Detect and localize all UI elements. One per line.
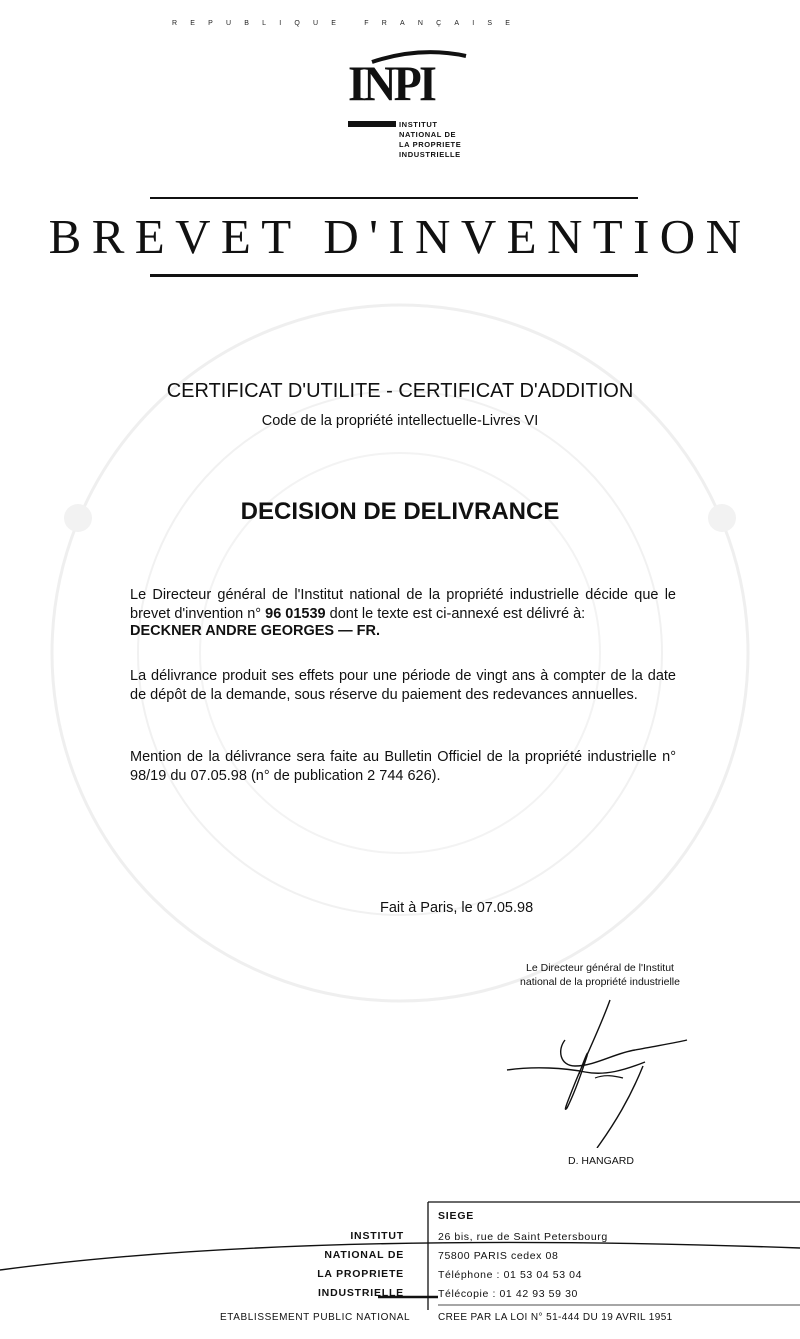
siege-label: SIEGE bbox=[438, 1210, 475, 1222]
title-rule-bottom bbox=[150, 274, 638, 277]
signer-name: D. HANGARD bbox=[568, 1155, 634, 1167]
page-title: BREVET D'INVENTION bbox=[48, 209, 752, 264]
director-title: Le Directeur général de l'Institut national de la propriété industrielle bbox=[520, 962, 680, 988]
inpi-logo bbox=[348, 48, 488, 168]
code-line: Code de la propriété intellectuelle-Livres VI bbox=[261, 413, 539, 429]
logo-subtitle: INSTITUT NATIONAL DE LA PROPRIETE INDUSTRIELLE bbox=[399, 120, 462, 159]
handwritten-signature bbox=[505, 998, 705, 1148]
logo-text: INPI bbox=[348, 55, 435, 111]
paragraph-mention: Mention de la délivrance sera faite au Bulletin Officiel de la propriété industrielle n° 98/19 du 07.05.98 (n° de publication 2 744 626). bbox=[130, 749, 676, 784]
creation-law-line: CREE PAR LA LOI N° 51-444 DU 19 AVRIL 1951 bbox=[438, 1312, 673, 1323]
paragraph-decision: Le Directeur général de l'Institut national de la propriété industrielle décide que le brevet d'invention n° 96 01539 dont le texte est ci-annexé est délivré à: bbox=[130, 587, 676, 622]
certificate-subtitle: CERTIFICAT D'UTILITE - CERTIFICAT D'ADDITION bbox=[166, 380, 634, 402]
patent-holder: DECKNER ANDRE GEORGES — FR. bbox=[130, 623, 381, 639]
title-rule-top bbox=[150, 197, 638, 199]
decision-title: DECISION DE DELIVRANCE bbox=[240, 498, 560, 525]
patent-number: 96 01539 bbox=[265, 605, 326, 622]
siege-address: 26 bis, rue de Saint Petersbourg 75800 PARIS cedex 08 Téléphone : 01 53 04 53 04 Télécopie : 01 42 93 59 30 bbox=[438, 1231, 608, 1300]
place-date: Fait à Paris, le 07.05.98 bbox=[380, 900, 534, 916]
paragraph-effects: La délivrance produit ses effets pour une période de vingt ans à compter de la date de dépôt de la demande, sous réserve du paiement des redevances annuelles. bbox=[130, 668, 676, 703]
republic-header: REPUBLIQUE FRANÇAISE bbox=[172, 20, 524, 27]
footer-institut: INSTITUT NATIONAL DE LA PROPRIETE INDUSTRIELLE bbox=[317, 1230, 404, 1299]
establishment-line: ETABLISSEMENT PUBLIC NATIONAL bbox=[220, 1312, 411, 1323]
logo-bar bbox=[348, 121, 396, 127]
